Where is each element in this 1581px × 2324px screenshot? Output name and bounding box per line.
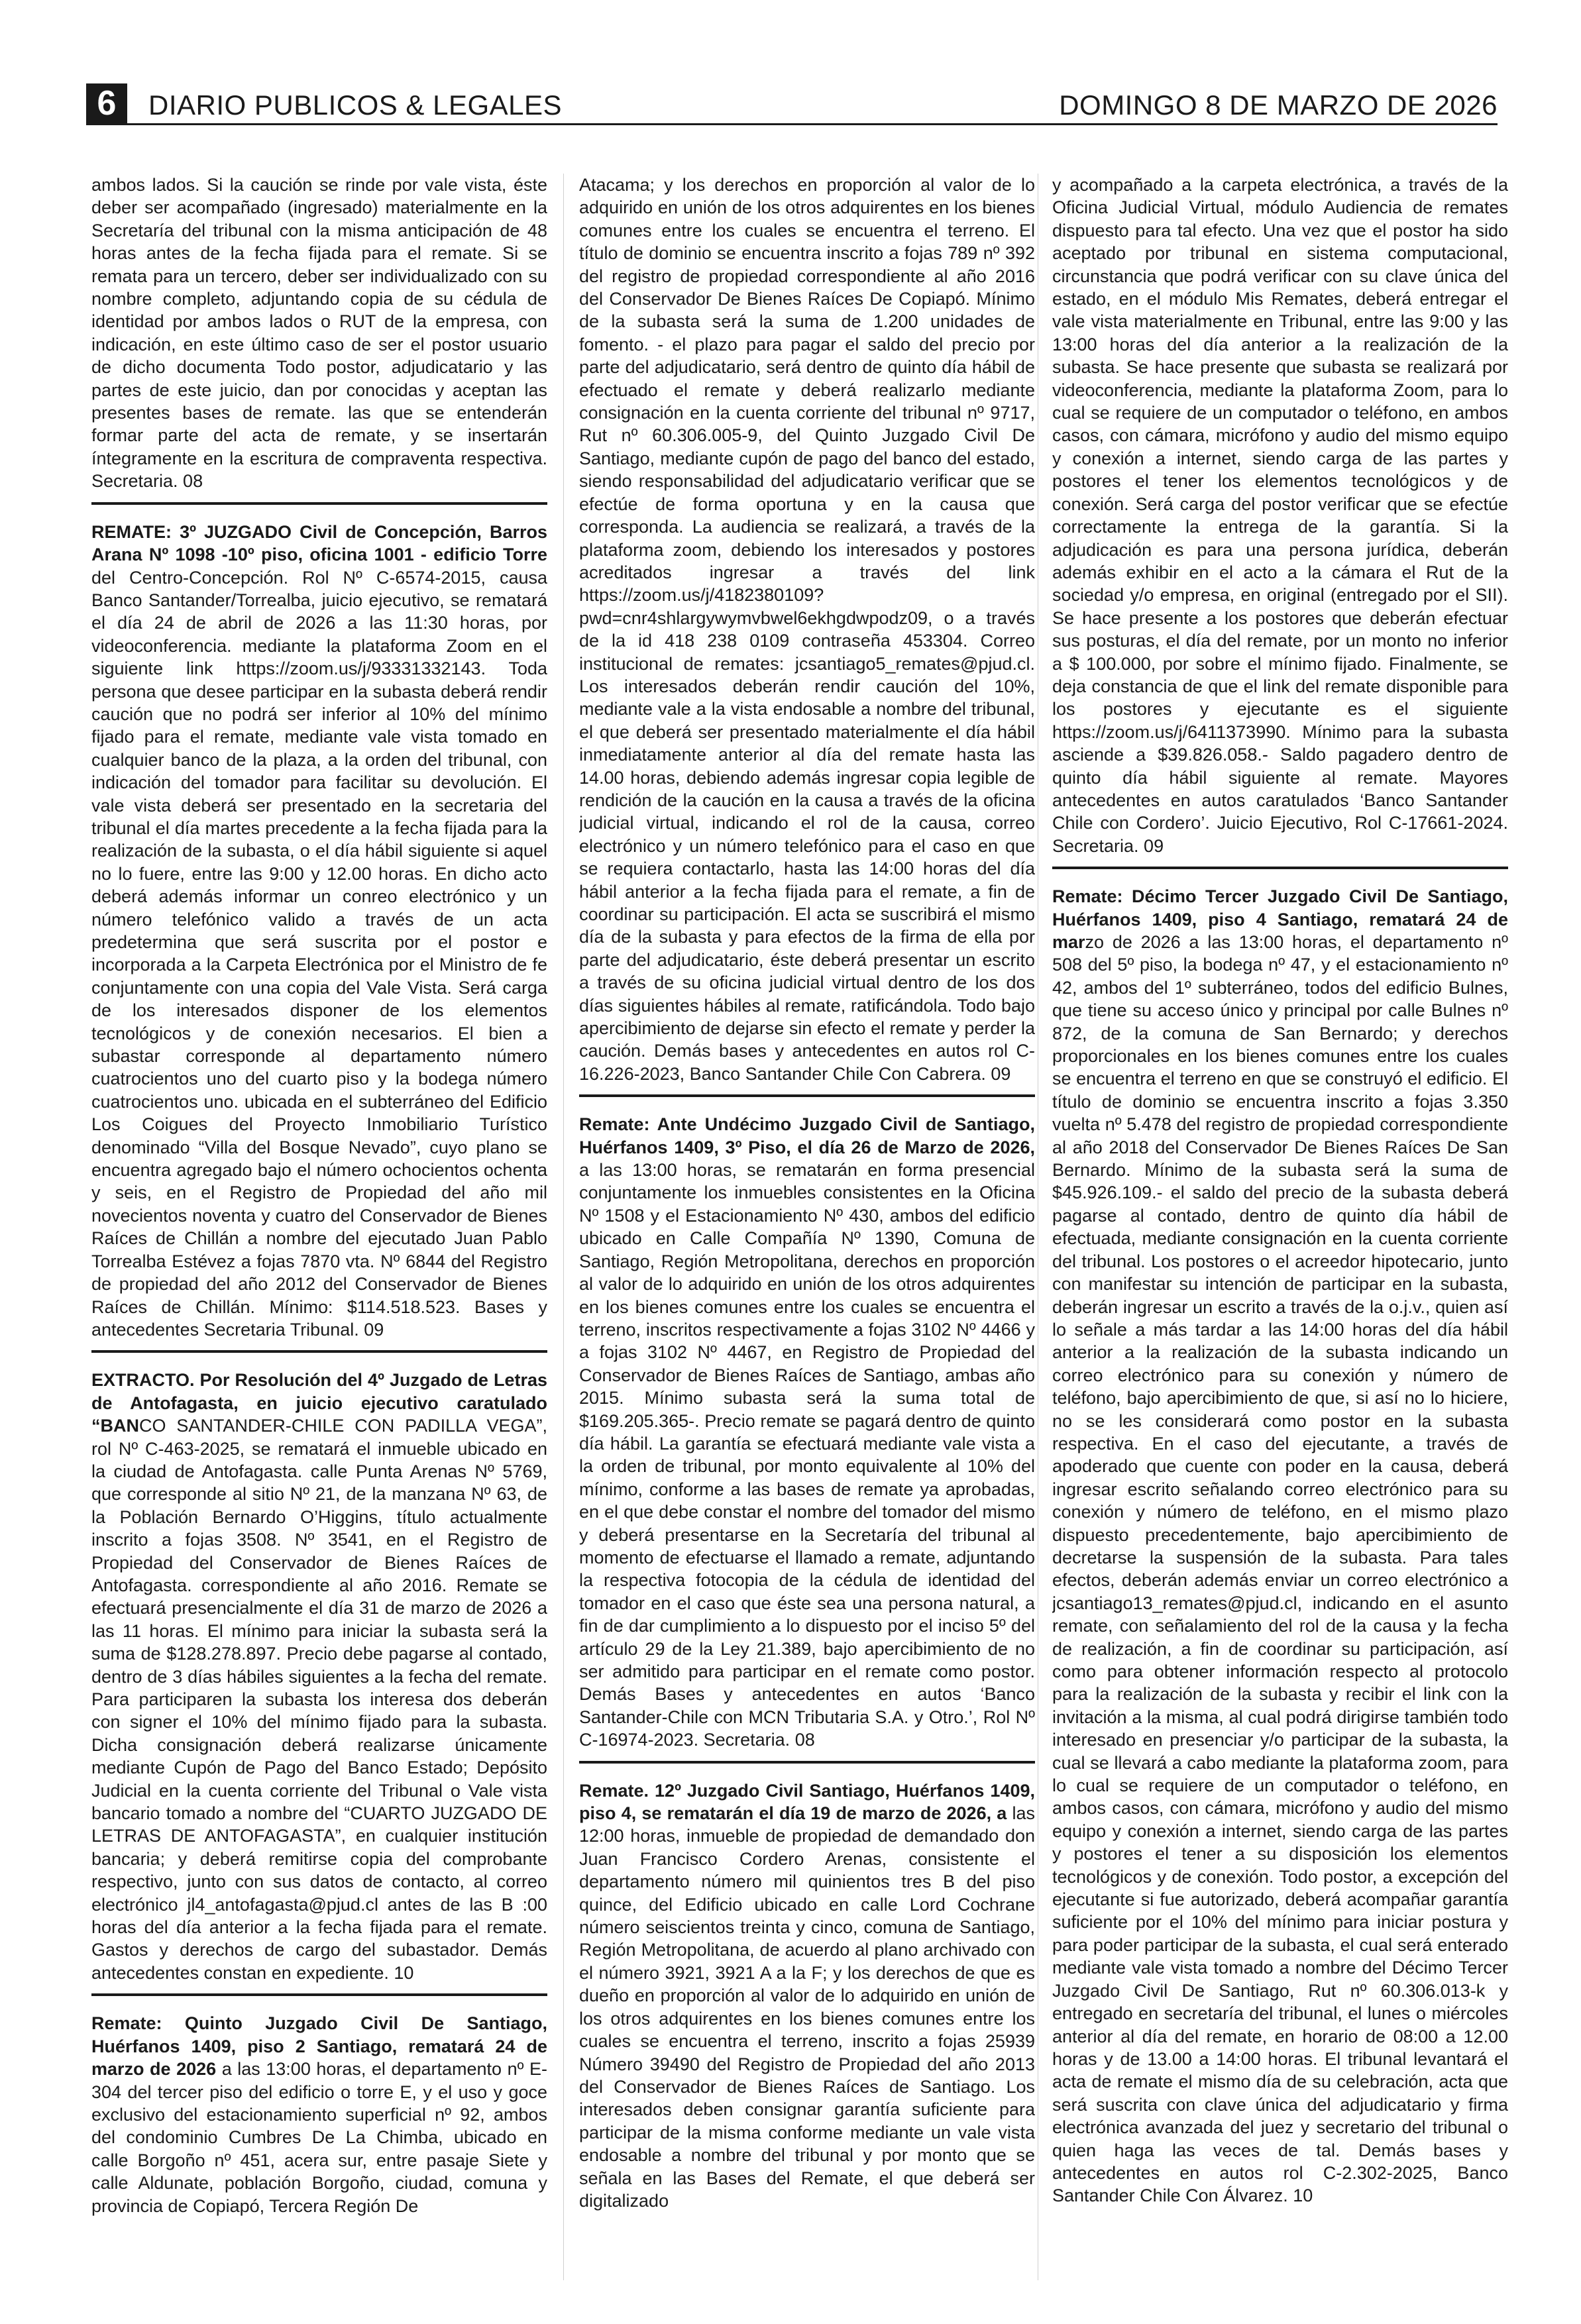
publication-date: DOMINGO 8 DE MARZO DE 2026 [1059,89,1498,121]
notice [1052,885,1508,2207]
notice-separator [579,1761,1035,1764]
notice-headline: EXTRACTO. Por Resolución del 4º Juzgado de Letras de Antofagasta, en juicio ejecutivo caratulado “BAN [91,1370,547,1436]
publication-title: DIARIO PUBLICOS & LEGALES [148,89,563,121]
notice-body: Atacama; y los derechos en proporción al valor de lo adquirido en unión de los otros adquirentes en los bienes comunes entre los cuales se encuentra el terreno. El título de dominio se encuentra inscrito a fojas 789 nº 392 del registro de propiedad correspondiente al año 2016 del Conservador De Bienes Raíces De Copiapó. Mínimo de la subasta será la suma de 1.200 unidades de fomento. - el plazo para pagar el saldo del precio por parte del adjudicatario, será dentro de quinto día hábil de efectuado el remate y deberá realizarlo mediante consignación en la cuenta corriente del tribunal nº 9717, Rut nº 60.306.005-9, del Quinto Juzgado Civil De Santiago, mediante cupón de pago del banco del estado, siendo responsabilidad del adjudicatario verificar que se efectúe de forma oportuna y en la causa que corresponda. La audiencia se realizará, a través de la plataforma zoom, debiendo los interesados y postores acreditados ingresar a través del link https://zoom.us/j/4182380109?pwd=cnr4shlargywymvbwel6ekhgdwpodz09, o a través de la id 418 238 0109 contraseña 453304. Correo institucional de remates: jcsantiago5_remates@pjud.cl. Los interesados deberán rendir caución del 10%, mediante vale a la vista endosable a nombre del tribunal, el que deberá ser presentado materialmente el día hábil inmediatamente anterior al día del remate hasta las 14.00 horas, debiendo además ingresar copia legible de rendición de la caución en la causa a través de la oficina judicial virtual, indicando el rol de la causa, correo electrónico y un número telefónico para el caso en que se requiera contactarlo, hasta las 14:00 horas del día hábil anterior a la fecha fijada para el remate, a fin de coordinar su participación. El acta se suscribirá el mismo día de la subasta y para efectos de la firma de ella por parte del adjudicatario, éste deberá presentar un escrito a través de su oficina judicial virtual dentro de los dos días siguientes hábiles al remate, ratificándola. Todo bajo apercibimiento de dejarse sin efecto el remate y perder la caución. Demás bases y antecedentes en autos rol C-16.226-2023, Banco Santander Chile Con Cabrera. 09 [579,175,1035,1084]
notice-headline: Remate: Décimo Tercer Juzgado Civil De Santiago, Huérfanos 1409, piso 4 Santiago, rematará 24 de mar [1052,886,1508,952]
notice [579,174,1035,1085]
notice [91,521,547,1342]
notice-separator [91,1993,547,1996]
notice [91,1369,547,1984]
notice-body: zo de 2026 a las 13:00 horas, el departamento nº 508 del 5º piso, la bodega nº 47, y el estacionamiento nº 42, ambos del 1º subterráneo, todos del edificio Bulnes, que tiene su acceso único y principal por calle Bulnes nº 872, de la comuna de San Bernardo; y derechos proporcionales en los bienes comunes entre los cuales se encuentra el terreno en que se construyó el edificio. El título de dominio se encuentra inscrito a fojas 3.350 vuelta nº 5.478 del registro de propiedad correspondiente al año 2018 del Conservador De Bienes Raíces De San Bernardo. Mínimo de la subasta será la suma de $45.926.109.- el saldo del precio de la subasta deberá pagarse al contado, dentro de quinto día hábil de efectuada, mediante consignación en la cuenta corriente del tribunal. Los postores o el acreedor hipotecario, junto con manifestar su intención de participar en la subasta, deberán ingresar un escrito a través de la o.j.v., quien así lo señale a más tardar a las 14:00 horas del día hábil anterior a la realización de la subasta indicando un correo electrónico para su conexión y número de teléfono, bajo apercibimiento de que, si así no lo hiciere, no se les considerará como postor en la subasta respectiva. En el caso del ejecutante, a través de apoderado que cuente con poder en la causa, deberá ingresar escrito señalando correo electrónico para su conexión y número de teléfono, en el mismo plazo dispuesto precedentemente, bajo apercibimiento de decretarse la suspensión de la subasta. Para tales efectos, deberán además enviar un correo electrónico a jcsantiago13_remates@pjud.cl, indicando en el asunto remate, con señalamiento del rol de la causa y la fecha de realización, a fin de coordinar su participación, así como para obtener información respecto al protocolo para la realización de la subasta y recibir el link con la invitación a la misma, al cual podrá dirigirse también todo interesado en presenciar y/o participar de la subasta, la cual se llevará a cabo mediante la plataforma zoom, para lo cual se requiere de un computador o teléfono, en ambos casos, con cámara, micrófono y audio del mismo equipo y conexión a internet, siendo carga de las partes y postores el tener a su disposición los elementos tecnológicos y de conexión. Todo postor, a excepción del ejecutante si fue autorizado, deberá acompañar garantía suficiente por el 10% del mínimo para iniciar postura y para poder participar de la subasta, el cual será enterado mediante vale vista tomado a nombre del Décimo Tercer Juzgado Civil De Santiago, Rut nº 60.306.013-k y entregado en secretaría del tribunal, el lunes o miércoles anterior al día del remate, en horario de 08:00 a 12.00 horas y de 13.00 a 14:00 horas. El tribunal levantará el acta de remate el mismo día de su celebración, acta que será suscrita con clave única del adjudicatario y firma electrónica avanzada del juez y secretario del tribunal o quien haga las veces de tal. Demás bases y antecedentes en autos rol C-2.302-2025, Banco Santander Chile Con Álvarez. 10 [1052,932,1508,2206]
notice-separator [91,502,547,505]
notice-body: las 12:00 horas, inmueble de propiedad de demandado don Juan Francisco Cordero Arenas, consistente el departamento número mil quinientos tres B del piso quince, del Edificio ubicado en calle Lord Cochrane número seiscientos treinta y cinco, comuna de Santiago, Región Metropolitana, de acuerdo al plano archivado con el número 3921, 3921 A a la F; y los derechos de que es dueño en proporción al valor de lo adquirido en unión de los otros adquirentes en los bienes comunes entre los cuales se encuentra el terreno, inscrito a fojas 25939 Número 39490 del Registro de Propiedad del año 2013 del Conservador de Bienes Raíces de Santiago. Los interesados deben consignar garantía suficiente para participar de la misma conforme mediante un vale vista endosable a nombre del tribunal y por monto que se señala en las Bases del Remate, el que deberá ser digitalizado [579,1803,1035,2211]
notice-body: y acompañado a la carpeta electrónica, a través de la Oficina Judicial Virtual, módulo Audiencia de remates dispuesto para tal efecto. Una vez que el postor ha sido aceptado por tribunal en sistema computacional, circunstancia que podrá verificar con su clave única del estado, en el módulo Mis Remates, deberá entregar el vale vista materialmente en Tribunal, entre las 9:00 y las 13:00 horas del día anterior a la realización de la subasta. Se hace presente que subasta se realizará por videoconferencia, mediante la plataforma Zoom, para lo cual se requiere de un computador o teléfono, en ambos casos, con cámara, micrófono y audio del mismo equipo y conexión a internet, siendo carga de las partes y postores el tener los elementos tecnológicos y de conexión. Será carga del postor verificar que se efectúe correctamente la entrega de la garantía. Si la adjudicación es para una persona jurídica, deberán además exhibir en el acto a la cámara el Rut de la sociedad y/o empresa, en original (entregado por el SII). Se hace presente a los postores que deberán efectuar sus posturas, el día del remate, por un monto no inferior a $ 100.000, por sobre el mínimo fijado. Finalmente, se deja constancia de que el link del remate disponible para los postores y ejecutante es el siguiente https://zoom.us/j/6411373990. Mínimo para la subasta asciende a $39.826.058.- Saldo pagadero dentro de quinto día hábil siguiente al remate. Mayores antecedentes en autos caratulados ‘Banco Santander Chile con Cordero’. Juicio Ejecutivo, Rol C-17661-2024. Secretaria. 09 [1052,175,1508,856]
column-2 [579,174,1035,2294]
page-header [86,81,1498,125]
notice-body: del Centro-Concepción. Rol Nº C-6574-2015, causa Banco Santander/Torrealba, juicio ejecutivo, se rematará el día 24 de abril de 2026 a las 11:30 horas, por videoconferencia. mediante la plataforma Zoom en el siguiente link https://zoom.us/j/93331332143. Toda persona que desee participar en la subasta deberá rendir caución que no podrá ser inferior al 10% del mínimo fijado para el remate, mediante vale vista tomado en cualquier banco de la plaza, a la orden del tribunal, con indicación del tomador para facilitar su devolución. El vale vista deberá ser presentado en la secretaria del tribunal el día martes precedente a la fecha fijada para la realización de la subasta, o el día hábil siguiente si aquel no lo fuere, entre las 9:00 y 12.00 horas. En dicho acto deberá además informar un conreo electrónico y un número telefónico valido a través de un acta predetermina que será suscrita por el postor e incorporada a la Carpeta Electrónica por el Ministro de fe conjuntamente con una copia del Vale Vista. Será carga de los interesados disponer de los elementos tecnológicos y de conexión necesarios. El bien a subastar corresponde al departamento número cuatrocientos uno del cuarto piso y la bodega número cuatrocientos uno. ubicada en el subterráneo del Edificio Los Coigues del Proyecto Inmobiliario Turístico denominado “Villa del Bosque Nevado”, cuyo plano se encuentra agregado bajo el número ochocientos ochenta y seis, en el Registro de Propiedad del año mil novecientos noventa y cuatro del Conservador de Bienes Raíces de Chillán a nombre del ejecutado Juan Pablo Torrealba Estévez a fojas 7870 vta. Nº 6844 del Registro de propiedad del año 2012 del Conservador de Bienes Raíces de Chillán. Mínimo: $114.518.523. Bases y antecedentes Secretaria Tribunal. 09 [91,567,547,1340]
notice-body: a las 13:00 horas, el departamento nº E-304 del tercer piso del edificio o torre E, y el uso y goce exclusivo del estacionamiento superficial nº 92, ambos del condominio Cumbres De La Chimba, ubicado en calle Borgoño nº 451, acera sur, entre pasaje Siete y calle Aldunate, población Borgoño, ciudad, comuna y provincia de Copiapó, Tercera Región De [91,2059,547,2216]
notice-separator [91,1350,547,1353]
notice-body: ambos lados. Si la caución se rinde por vale vista, éste deber ser acompañado (ingresado) materialmente en la Secretaría del tribunal con la misma anticipación de 48 horas antes de la fecha fijada para el remate. Si se remata para un tercero, deber ser individualizado con su nombre completo, adjuntando copia de su cédula de identidad por ambos lados o RUT de la empresa, con indicación, en este último caso de ser el postor usuario de dicho documenta Todo postor, adjudicatario y las partes de este juicio, dan por conocidas y aceptan las presentes bases de remate. las que se entenderán formar parte del acta de remate, y se insertarán íntegramente en la escritura de compraventa respectiva. Secretaria. 08 [91,175,547,492]
notice-headline: Remate: Ante Undécimo Juzgado Civil de Santiago, Huérfanos 1409, 3º Piso, el día 26 de Marzo de 2026, [579,1114,1035,1157]
notice-separator [1052,867,1508,869]
notice [579,1113,1035,1751]
notice-headline: REMATE: 3º JUZGADO Civil de Concepción, Barros Arana Nº 1098 -10º piso, oficina 1001 - edificio Torre [91,521,547,565]
notice [91,2012,547,2217]
notice [1052,174,1508,857]
column-rule [563,174,564,2280]
notice-body: a las 13:00 horas, se rematarán en forma presencial conjuntamente los inmuebles consistentes en la Oficina Nº 1508 y el Estacionamiento Nº 430, ambos del edificio ubicado en Calle Compañía Nº 1390, Comuna de Santiago, Región Metropolitana, derechos en proporción al valor de lo adquirido en unión de los otros adquirentes en los bienes comunes entre los cuales se encuentra el terreno, inscritos respectivamente a fojas 3102 Nº 4466 y a fojas 3102 Nº 4467, en Registro de Propiedad del Conservador de Bienes Raíces de Santiago, ambas año 2015. Mínimo subasta será la suma total de $169.205.365-. Precio remate se pagará dentro de quinto día hábil. La garantía se efectuará mediante vale vista a la orden de tribunal, por monto equivalente al 10% del mínimo, conforme a las bases de remate ya aprobadas, en el que debe constar el nombre del tomador del mismo y deberá presentarse en la Secretaría del tribunal al momento de efectuarse el llamado a remate, adjuntando la respectiva fotocopia de la cédula de identidad del tomador en el caso que éste sea una persona natural, a fin de dar cumplimiento a lo dispuesto por el inciso 5º del artículo 29 de la Ley 21.389, bajo apercibimiento de no ser admitido para participar en el remate como postor. Demás Bases y antecedentes en autos ‘Banco Santander-Chile con MCN Tributaria S.A. y Otro.’, Rol Nº C-16974-2023. Secretaria. 08 [579,1160,1035,1750]
column-1 [91,174,547,2294]
notice-headline: Remate. 12º Juzgado Civil Santiago, Huérfanos 1409, piso 4, se rematarán el día 19 de marzo de 2026, a [579,1780,1035,1824]
notice [91,174,547,493]
notice-body: CO SANTANDER-CHILE CON PADILLA VEGA”, rol Nº C-463-2025, se rematará el inmueble ubicado en la ciudad de Antofagasta. calle Punta Arenas Nº 5769, que corresponde al sitio Nº 21, de la manzana Nº 63, de la Población Bernardo O’Higgins, título actualmente inscrito a fojas 3508. Nº 3541, en el Registro de Propiedad del Conservador de Bienes Raíces de Antofagasta. correspondiente al año 2016. Remate se efectuará presencialmente el día 31 de marzo de 2026 a las 11 horas. El mínimo para iniciar la subasta será la suma de $128.278.897. Precio debe pagarse al contado, dentro de 3 días hábiles siguientes a la fecha del remate. Para participaren la subasta los interesa dos deberán con signer el 10% del mínimo fijado para la subasta. Dicha consignación deberá realizarse únicamente mediante Cupón de Pago del Banco Estado; Depósito Judicial en la cuenta corriente del Tribunal o Vale vista bancario tomado a nombre del “CUARTO JUZGADO DE LETRAS DE ANTOFAGASTA”, en cualquier institución bancaria; y deberá remitirse copia del comprobante respectivo, junto con sus datos de contacto, al correo electrónico jl4_antofagasta@pjud.cl antes de las B :00 horas del día anterior a la fecha fijada para el remate. Gastos y derechos de cargo del subastador. Demás antecedentes constan en expediente. 10 [91,1416,547,1983]
notice-separator [579,1094,1035,1097]
notice-headline: Remate: Quinto Juzgado Civil De Santiago, Huérfanos 1409, piso 2 Santiago, rematará 24 de marzo de 2026 [91,2013,547,2080]
column-3 [1052,174,1508,2294]
notice [579,1779,1035,2213]
page-number: 6 [86,83,127,123]
